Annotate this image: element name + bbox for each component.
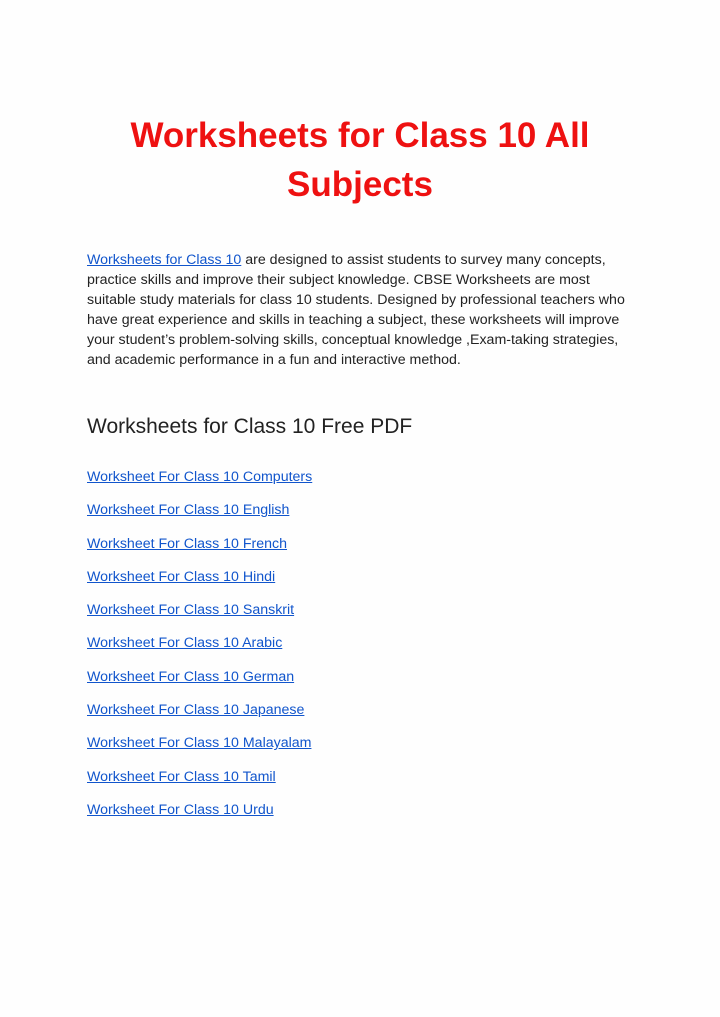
list-item [87, 500, 312, 533]
list-item [87, 767, 312, 800]
worksheet-link-malayalam[interactable]: Worksheet For Class 10 Malayalam [87, 735, 312, 752]
worksheet-link-german[interactable]: Worksheet For Class 10 German [87, 668, 295, 685]
list-item [87, 667, 312, 700]
worksheet-link-sanskrit[interactable]: Worksheet For Class 10 Sanskrit [87, 602, 295, 619]
list-item [87, 467, 312, 500]
worksheet-link-tamil[interactable]: Worksheet For Class 10 Tamil [87, 768, 276, 785]
worksheet-link-urdu[interactable]: Worksheet For Class 10 Urdu [87, 801, 274, 818]
section-heading: Worksheets for Class 10 Free PDF [87, 415, 413, 438]
worksheet-link-list [87, 467, 312, 833]
worksheet-link-arabic[interactable]: Worksheet For Class 10 Arabic [87, 635, 283, 652]
intro-link[interactable]: Worksheets for Class 10 [87, 252, 242, 268]
worksheet-link-computers[interactable]: Worksheet For Class 10 Computers [87, 469, 313, 485]
worksheet-link-french[interactable]: Worksheet For Class 10 French [87, 535, 288, 552]
intro-paragraph [87, 250, 635, 370]
list-item [87, 733, 312, 766]
list-item [87, 534, 312, 567]
list-item [87, 633, 312, 666]
list-item [87, 600, 312, 633]
worksheet-link-english[interactable]: Worksheet For Class 10 English [87, 502, 290, 519]
list-item [87, 700, 312, 733]
worksheet-link-japanese[interactable]: Worksheet For Class 10 Japanese [87, 702, 305, 719]
list-item [87, 800, 312, 833]
page-title: Worksheets for Class 10 All Subjects [130, 116, 590, 204]
intro-text: are designed to assist students to survey many concepts, practice skills and improve their subject knowledge. CBSE Worksheets are most suitable study materials for class 10 students. Designed by professional teachers who have great experience and skills in teaching a subject, these worksheets will improve your student’s problem-solving skills, conceptual knowledge ,Exam-taking strategies, and academic performance in a fun and interactive method. [87, 252, 625, 368]
list-item [87, 567, 312, 600]
worksheet-link-hindi[interactable]: Worksheet For Class 10 Hindi [87, 568, 276, 585]
